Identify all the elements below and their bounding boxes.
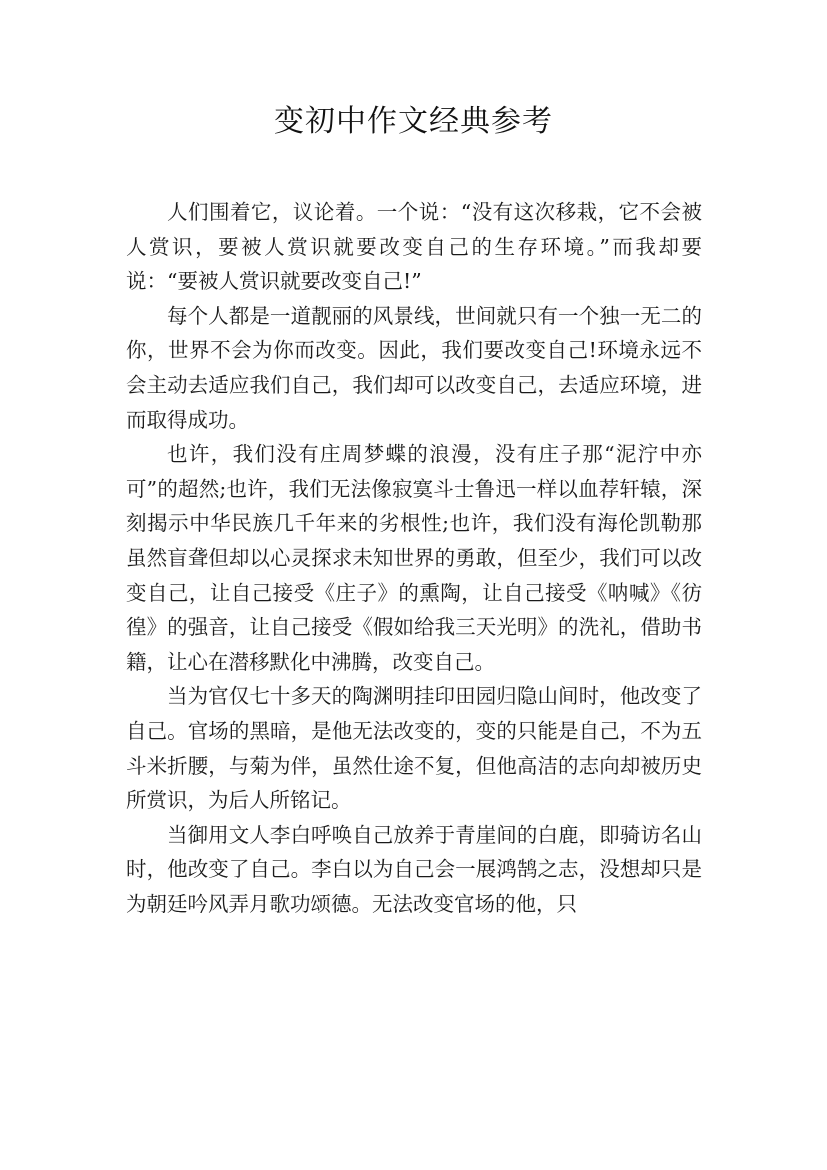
paragraph: 当御用文人李白呼唤自己放养于青崖间的白鹿，即骑访名山时，他改变了自己。李白以为自己会一展鸿鹄之志，没想却只是为朝廷吟风弄月歌功颂德。无法改变官场的他，只 [126,822,702,916]
paragraph: 当为官仅七十多天的陶渊明挂印田园归隐山间时，他改变了自己。官场的黑暗，是他无法改变的，变的只能是自己，不为五斗米折腰，与菊为伴，虽然仕途不复，但他高洁的志向却被历史所赏识，为后人所铭记。 [126,684,702,813]
document-title: 变初中作文经典参考 [274,104,553,139]
paragraph: 也许，我们没有庄周梦蝶的浪漫，没有庄子那“泥泞中亦可”的超然;也许，我们无法像寂寞斗士鲁迅一样以血荐轩辕，深刻揭示中华民族几千年来的劣根性;也许，我们没有海伦凯勒那虽然盲聋但却以心灵探求未知世界的勇敢，但至少，我们可以改变自己，让自己接受《庄子》的熏陶，让自己接受《呐喊》《彷徨》的强音，让自己接受《假如给我三天光明》的洗礼，借助书籍，让心在潜移默化中沸腾，改变自己。 [126,442,702,674]
paragraph: 人们围着它，议论着。一个说：“没有这次移栽，它不会被人赏识，要被人赏识就要改变自己的生存环境。”而我却要说：“要被人赏识就要改变自己!” [126,200,702,294]
document-body [126,195,702,921]
paragraph: 每个人都是一道靓丽的风景线，世间就只有一个独一无二的你，世界不会为你而改变。因此，我们要改变自己!环境永远不会主动去适应我们自己，我们却可以改变自己，去适应环境，进而取得成功。 [126,303,702,432]
